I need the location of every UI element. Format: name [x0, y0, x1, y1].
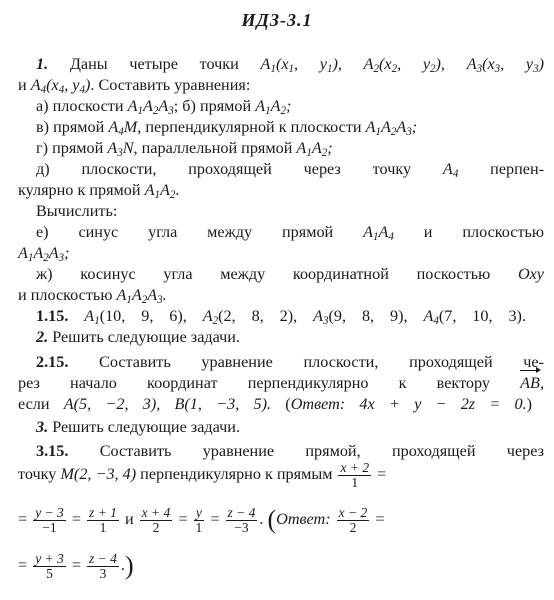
task1-line2 [18, 75, 250, 96]
variant-a2: $A_2(2$, 8, 2), [202, 307, 298, 327]
task1-number: 1. [36, 55, 49, 73]
problem-315-line1 [36, 441, 544, 462]
task1-item-zh [36, 264, 544, 285]
task1-item-e2 [18, 243, 70, 264]
task1-line1 [36, 54, 544, 75]
plane-a1a2a3-e: $A_1A_2A_3$; [18, 244, 70, 264]
task3-text: Решить следующие задачи. [52, 418, 241, 436]
task1-item-a [36, 96, 291, 117]
problem-215-point-b: B(1, −3, 5). [174, 395, 272, 413]
task1-compose-label: . Составить уравнения: [90, 76, 251, 94]
task3-header [36, 417, 240, 438]
line-a1a2: $A_1A_2$; [255, 97, 292, 117]
item-d-text: д) плоскости, проходящей через точку [36, 160, 412, 178]
point-a4-d: $A_4$ [442, 160, 459, 180]
fraction-5: $\frac{y}{1}$ [195, 505, 203, 535]
variant-line [36, 306, 526, 327]
point-a2: $A_2(x_2$, $y_2$), [363, 55, 445, 75]
line-a1a4: $A_1A_4$ [363, 223, 394, 243]
item-e-text: е) синус угла между прямой [36, 223, 334, 241]
problem-315-point-label: точку [18, 465, 57, 484]
item-zh2-text: и плоскостью [18, 286, 113, 304]
item-g-text: г) прямой [36, 139, 104, 157]
plane-a1a2a3: $A_1A_2A_3$ [127, 97, 174, 117]
fraction-9: $\frac{z - 4}{3}$ [89, 551, 117, 581]
item-c-text: в) прямой [36, 118, 105, 136]
problem-215-point-a: A(5, −2, 3), [63, 395, 161, 413]
line-a1a2-d: $A_1A_2$ [144, 181, 176, 201]
problem-315-line4: = $\frac{y + 3}{5}$ = $\frac{z - 4}{3}$ .) [18, 551, 134, 581]
answer-label: Ответ: [290, 395, 346, 413]
line-a3n: $A_3N$ [107, 139, 134, 159]
point-a1: $A_1(x_1$, $y_1$), [260, 55, 342, 75]
task1-item-g [36, 138, 333, 159]
problem-215-text2: рез начало координат перпендикулярно к вектору [18, 374, 490, 392]
item-d-post: перпен- [490, 160, 544, 178]
point-a3: $A_3(x_3$, $y_3$) [466, 55, 545, 75]
item-c-post: , перпендикулярной к плоскости [137, 118, 362, 136]
vector-ab: AB [520, 374, 540, 392]
point-m: M(2, −3, 4) [60, 465, 137, 484]
fraction-3: $\frac{z + 1}{1}$ [89, 505, 117, 535]
item-a-text: а) плоскости [36, 97, 124, 115]
fraction-4: $\frac{x + 4}{2}$ [141, 505, 171, 535]
problem-315-text1: Составить уравнение прямой, проходящей через [99, 442, 544, 460]
problem-215-if: если [18, 395, 50, 413]
answer-value: 4x + y − 2z = 0. [359, 395, 527, 413]
task1-calc-label [36, 201, 117, 222]
plane-a1a2a3-c: $A_1A_2A_3$; [365, 118, 418, 138]
variant-a3: $A_3(9$, 8, 9), [313, 307, 408, 327]
variant-a4: $A_4(7$, 10, 3). [423, 307, 526, 327]
plane-a1a2a3-zh: $A_1A_2A_3$. [116, 286, 167, 306]
problem-315-answer-label: Ответ: [276, 510, 331, 529]
plane-oxy: Oxy [517, 265, 544, 283]
problem-215-answer: (Ответ: 4x + y − 2z = 0.) [285, 395, 533, 413]
task1-item-e [36, 222, 544, 243]
task2-number: 2. [36, 328, 49, 346]
line-a4m: $A_4M$ [108, 118, 138, 138]
fraction-1: $\frac{x + 2}{1}$ [340, 460, 370, 490]
problem-215-line1 [36, 352, 544, 373]
item-b-text: ; б) прямой [173, 97, 252, 115]
problem-315-text2: перпендикулярно к прямым [140, 465, 333, 484]
task1-item-zh2 [18, 285, 167, 306]
task1-intro: Даны четыре точки [69, 55, 239, 73]
point-a4: $A_4(x_4$, $y_4$) [30, 76, 91, 96]
problem-215-number: 2.15. [36, 353, 69, 371]
variant-number: 1.15. [36, 307, 69, 325]
problem-315-number: 3.15. [36, 442, 69, 460]
item-g-post: , параллельной прямой [133, 139, 293, 157]
variant-a1: $A_1(10$, 9, 6), [84, 307, 187, 327]
task2-text: Решить следующие задачи. [52, 328, 241, 346]
task1-item-d [36, 159, 544, 180]
problem-315-line3: = $\frac{y - 3}{-1}$ = $\frac{z + 1}{1}$ и $\frac{x + 4}{2}$ = $\frac{y}{1}$ = $\frac{z - 4}{-3}$ . (Ответ: $\frac{x - 2}{2}$ = [18, 505, 385, 535]
problem-215-line3 [18, 394, 532, 415]
item-zh-text: ж) косинус угла между координатной поскостью [36, 265, 491, 283]
task1-item-d2: кулярно к прямой $A_1A_2$. [18, 181, 180, 201]
item-d2-text: кулярно к прямой [18, 181, 141, 199]
task3-number: 3. [36, 418, 49, 436]
problem-215-text1: Составить уравнение плоскости, проходящей че- [99, 353, 544, 371]
problem-315-and: и [124, 510, 134, 529]
fraction-6: $\frac{z - 4}{-3}$ [227, 505, 256, 535]
fraction-8: $\frac{y + 3}{5}$ [35, 551, 64, 581]
fraction-7: $\frac{x - 2}{2}$ [338, 505, 368, 535]
calc-text: Вычислить: [36, 202, 118, 220]
conj-and: и [18, 76, 27, 94]
task2-header [36, 327, 240, 348]
line-a1a2-g: $A_1A_2$; [296, 139, 333, 159]
page-title: ИДЗ-3.1 [241, 10, 313, 30]
item-e-mid: и плоскостью [423, 223, 545, 241]
problem-215-line2: рез начало координат перпендикулярно к вектору AB, [18, 374, 544, 392]
problem-315-line2: точку M(2, −3, 4) перпендикулярно к прямым $\frac{x + 2}{1}$ = [18, 460, 387, 490]
fraction-2: $\frac{y - 3}{-1}$ [35, 505, 64, 535]
task1-item-c [36, 117, 417, 138]
